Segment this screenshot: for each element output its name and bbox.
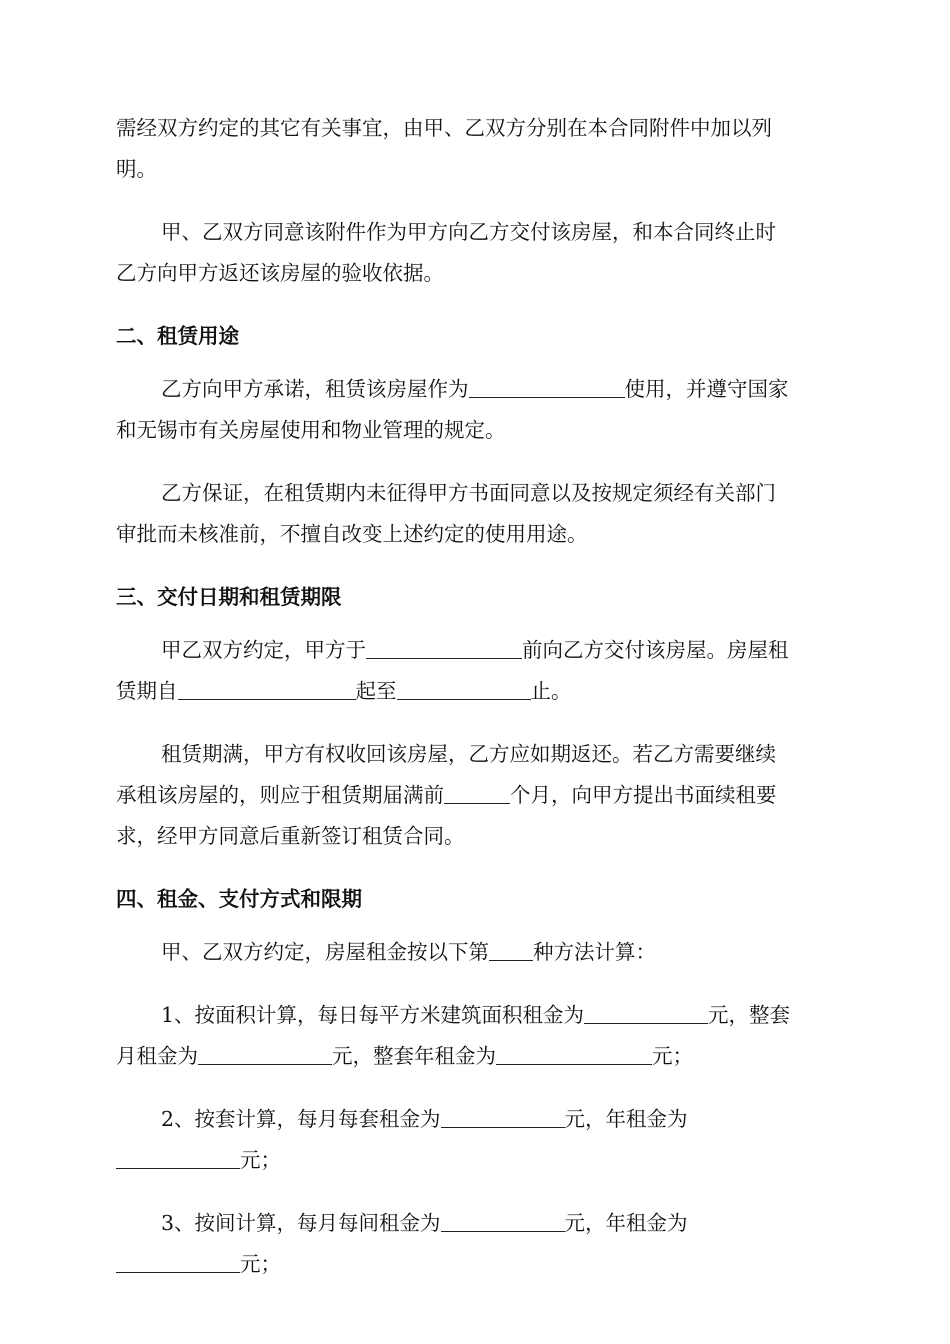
text-line — [116, 369, 832, 410]
section-heading-rent-payment: 四、租金、支付方式和限期 — [116, 887, 362, 911]
text-segment: 个月，向甲方提出书面续租要 — [510, 783, 777, 807]
fill-in-blank-usage[interactable] — [469, 375, 625, 398]
text-segment: 3、按间计算，每月每间租金为 — [161, 1211, 441, 1235]
paragraph-appendix-matters — [116, 108, 832, 190]
text-line: 乙方向甲方返还该房屋的验收依据。 — [116, 261, 444, 285]
text-segment: 元，整套年租金为 — [332, 1044, 496, 1068]
fill-in-blank-months[interactable] — [444, 781, 510, 804]
text-line — [116, 1036, 832, 1077]
fill-in-blank-monthly-rent[interactable] — [198, 1042, 332, 1065]
text-segment: 止。 — [530, 679, 572, 703]
fill-in-blank-room-annual[interactable] — [116, 1250, 240, 1273]
text-segment: 元； — [652, 1044, 693, 1068]
paragraph-rent-by-area — [116, 995, 832, 1077]
text-line: 甲、乙双方同意该附件作为甲方向乙方交付该房屋，和本合同终止时 — [161, 220, 776, 244]
text-line — [116, 1099, 832, 1140]
paragraph-rent-by-unit — [116, 1099, 832, 1181]
text-line — [116, 775, 832, 816]
fill-in-blank-annual-rent[interactable] — [496, 1042, 652, 1065]
paragraph-usage-guarantee — [116, 473, 832, 555]
fill-in-blank-unit-annual[interactable] — [116, 1146, 240, 1169]
fill-in-blank-lease-start[interactable] — [178, 677, 356, 700]
text-line — [116, 671, 832, 712]
text-line — [116, 1244, 832, 1285]
text-segment: 元； — [240, 1148, 281, 1172]
text-segment: 承租该房屋的，则应于租赁期届满前 — [116, 783, 444, 807]
text-segment: 元，整套 — [708, 1003, 791, 1027]
text-line: 审批而未核准前，不擅自改变上述约定的使用用途。 — [116, 522, 588, 546]
text-segment: 元，年租金为 — [564, 1211, 688, 1235]
paragraph-lease-purpose — [116, 369, 832, 451]
text-line — [116, 1203, 832, 1244]
text-line: 求，经甲方同意后重新签订租赁合同。 — [116, 824, 465, 848]
text-line: 需经双方约定的其它有关事宜，由甲、乙双方分别在本合同附件中加以列 — [116, 116, 772, 140]
fill-in-blank-delivery-date[interactable] — [366, 636, 522, 659]
paragraph-lease-renewal — [116, 734, 832, 857]
fill-in-blank-unit-monthly[interactable] — [441, 1105, 565, 1128]
text-segment: 甲、乙双方约定，房屋租金按以下第 — [161, 940, 489, 964]
text-line — [116, 932, 832, 973]
paragraph-rent-by-room — [116, 1203, 832, 1285]
paragraph-appendix-acceptance — [116, 212, 832, 294]
text-line — [116, 630, 832, 671]
text-segment: 乙方向甲方承诺，租赁该房屋作为 — [161, 377, 469, 401]
text-line: 租赁期满，甲方有权收回该房屋，乙方应如期返还。若乙方需要继续 — [161, 742, 776, 766]
fill-in-blank-daily-rate[interactable] — [584, 1001, 708, 1024]
paragraph-delivery-date — [116, 630, 832, 712]
fill-in-blank-lease-end[interactable] — [397, 677, 531, 700]
text-line: 乙方保证，在租赁期内未征得甲方书面同意以及按规定须经有关部门 — [161, 481, 776, 505]
text-segment: 赁期自 — [116, 679, 178, 703]
text-segment: 元，年租金为 — [564, 1107, 688, 1131]
paragraph-rent-method — [116, 932, 832, 973]
section-heading-delivery-term: 三、交付日期和租赁期限 — [116, 585, 342, 609]
text-line: 明。 — [116, 157, 157, 181]
section-heading-lease-purpose: 二、租赁用途 — [116, 324, 239, 348]
text-line — [116, 995, 832, 1036]
fill-in-blank-room-monthly[interactable] — [441, 1209, 565, 1232]
text-segment: 使用，并遵守国家 — [624, 377, 789, 401]
document-page — [116, 108, 832, 1307]
text-segment: 1、按面积计算，每日每平方米建筑面积租金为 — [161, 1003, 585, 1027]
text-line: 和无锡市有关房屋使用和物业管理的规定。 — [116, 418, 506, 442]
text-segment: 种方法计算： — [533, 940, 656, 964]
fill-in-blank-method-number[interactable] — [489, 938, 533, 961]
text-segment: 元； — [240, 1252, 281, 1276]
text-segment: 2、按套计算，每月每套租金为 — [161, 1107, 441, 1131]
text-line — [116, 1140, 832, 1181]
text-segment: 月租金为 — [116, 1044, 198, 1068]
text-segment: 起至 — [355, 679, 397, 703]
text-segment: 前向乙方交付该房屋。房屋租 — [522, 638, 789, 662]
text-segment: 甲乙双方约定，甲方于 — [161, 638, 366, 662]
